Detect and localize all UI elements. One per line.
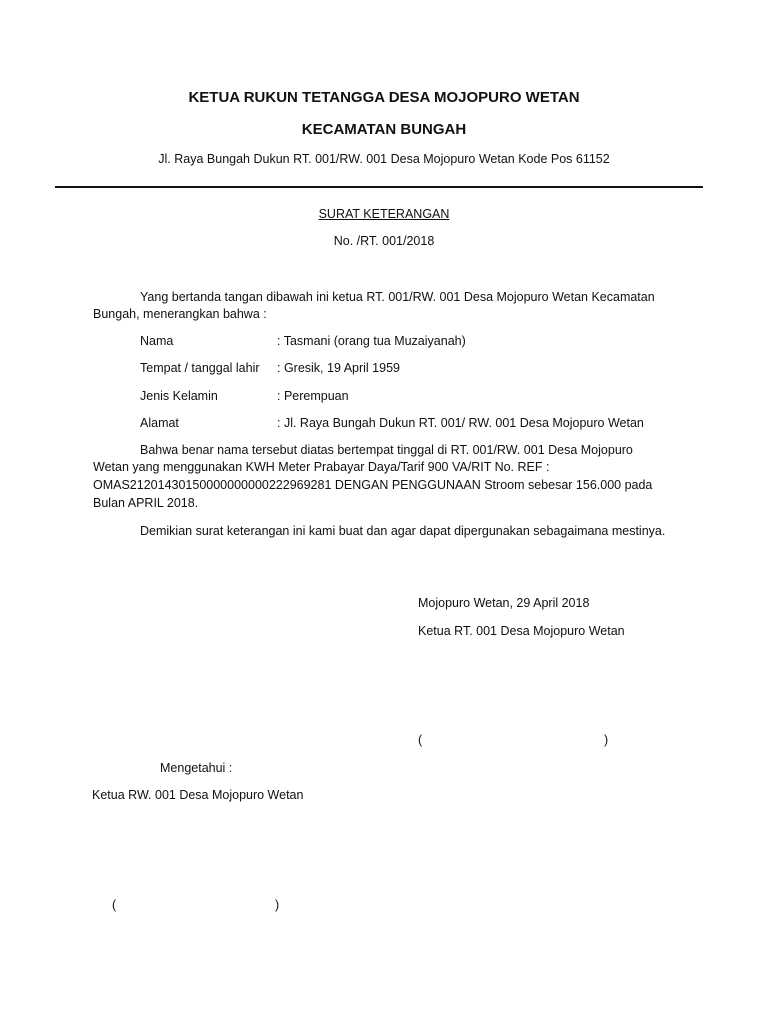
field-label-alamat: Alamat [140,416,179,430]
field-label-nama: Nama [140,334,174,348]
acknowledge-label: Mengetahui : [160,761,233,775]
rw-name-close: ) [275,898,280,912]
letter-title: SURAT KETERANGAN [318,207,450,221]
header-divider [55,186,703,188]
field-label-jenis-kelamin: Jenis Kelamin [140,389,218,403]
body-line-2: Wetan yang menggunakan KWH Meter Prabayar Daya/Tarif 900 VA/RIT No. REF : [93,460,550,474]
rt-role: Ketua RT. 001 Desa Mojopuro Wetan [418,624,625,638]
rw-name-open: ( [112,898,117,912]
rt-name-close: ) [604,733,609,747]
place-date: Mojopuro Wetan, 29 April 2018 [418,596,590,610]
body-line-4: Bulan APRIL 2018. [93,496,199,510]
header-title: KETUA RUKUN TETANGGA DESA MOJOPURO WETAN [188,89,580,106]
body-line-1: Bahwa benar nama tersebut diatas bertempat tinggal di RT. 001/RW. 001 Desa Mojopuro [140,443,633,457]
field-value-jenis-kelamin: : Perempuan [277,389,349,403]
field-value-alamat: : Jl. Raya Bungah Dukun RT. 001/ RW. 001 Desa Mojopuro Wetan [277,416,644,430]
header-subtitle: KECAMATAN BUNGAH [301,121,467,138]
field-value-nama: : Tasmani (orang tua Muzaiyanah) [277,334,466,348]
field-label-ttl: Tempat / tanggal lahir [140,361,260,375]
field-value-ttl: : Gresik, 19 April 1959 [277,361,400,375]
header-address: Jl. Raya Bungah Dukun RT. 001/RW. 001 Desa Mojopuro Wetan Kode Pos 61152 [158,152,610,166]
rt-name-open: ( [418,733,423,747]
body-line-3: OMAS21201430150000000000222969281 DENGAN PENGGUNAAN Stroom sebesar 156.000 pada [93,478,653,492]
intro-paragraph: Yang bertanda tangan dibawah ini ketua RT. 001/RW. 001 Desa Mojopuro Wetan Kecamatan Bungah, menerangkan bahwa : [93,290,655,321]
letter-number: No. /RT. 001/2018 [333,234,435,248]
rw-role: Ketua RW. 001 Desa Mojopuro Wetan [92,788,304,802]
closing-paragraph: Demikian surat keterangan ini kami buat dan agar dapat dipergunakan sebagaimana mestinya. [140,524,666,538]
